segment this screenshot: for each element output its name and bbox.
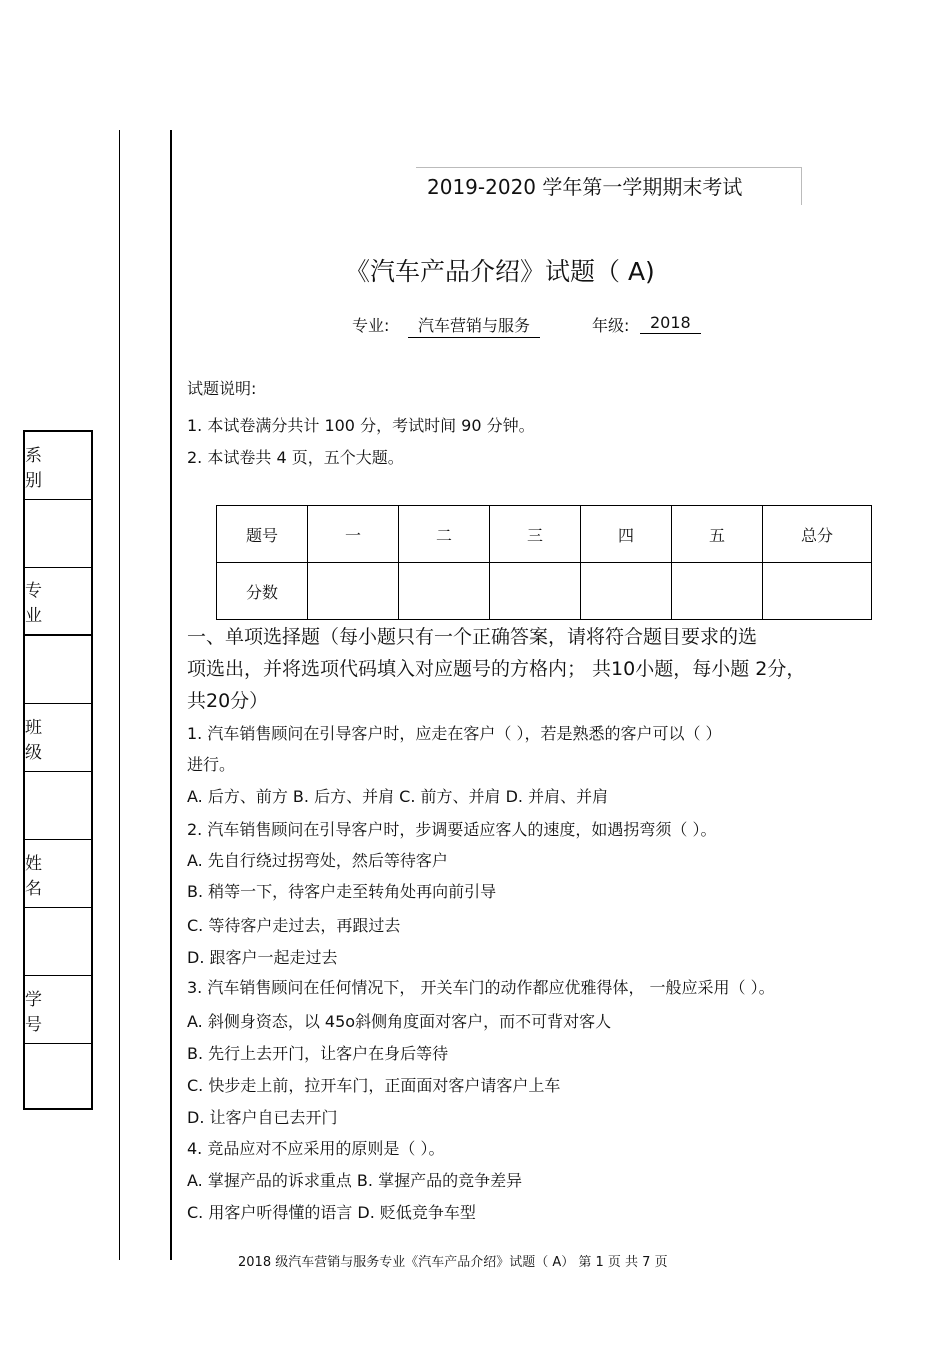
score-header-cell: 一 (308, 506, 399, 563)
exam-title: 2019-2020 学年第一学期期末考试 (427, 175, 743, 199)
section-1-heading-line-3: 共20分） (187, 690, 269, 712)
major-value: 汽车营销与服务 (408, 313, 540, 338)
side-field-class[interactable] (25, 772, 91, 840)
score-cell[interactable] (763, 563, 872, 620)
score-cell[interactable] (399, 563, 490, 620)
option-line: A. 斜侧身资态，以 45o斜侧角度面对客户，而不可背对客人 (187, 1012, 612, 1031)
option-line: B. 稍等一下，待客户走至转角处再向前引导 (187, 882, 497, 901)
side-label-class: 班 级 (25, 704, 91, 772)
section-1-heading-line-2: 项选出，并将选项代码填入对应题号的方格内； 共10小题，每小题 2分， (187, 658, 806, 680)
score-table-header-row (217, 506, 872, 563)
side-field-department[interactable] (25, 500, 91, 568)
option-line: D. 跟客户一起走过去 (187, 948, 338, 967)
score-header-cell: 三 (490, 506, 581, 563)
grade-label: 年级: (592, 316, 630, 335)
score-cell[interactable] (672, 563, 763, 620)
option-line: C. 用客户听得懂的语言 D. 贬低竞争车型 (187, 1203, 476, 1222)
option-line: A. 先自行绕过拐弯处，然后等待客户 (187, 851, 448, 870)
score-header-cell: 五 (672, 506, 763, 563)
binding-line-left (119, 130, 120, 1260)
binding-line-right (170, 130, 172, 1260)
student-info-box (23, 430, 93, 1110)
score-table (216, 505, 872, 620)
side-field-name[interactable] (25, 908, 91, 976)
question-line: 1. 汽车销售顾问在引导客户时，应走在客户（ ），若是熟悉的客户可以（ ） (187, 724, 722, 743)
option-line: D. 让客户自已去开门 (187, 1108, 338, 1127)
option-line: A. 掌握产品的诉求重点 B. 掌握产品的竞争差异 (187, 1171, 523, 1190)
side-label-student-id: 学 号 (25, 976, 91, 1044)
score-cell[interactable] (308, 563, 399, 620)
score-header-cell: 题号 (217, 506, 308, 563)
instructions-line-1: 1. 本试卷满分共计 100 分，考试时间 90 分钟。 (187, 416, 535, 435)
option-line: C. 等待客户走过去，再跟过去 (187, 916, 401, 935)
page-footer: 2018 级汽车营销与服务专业《汽车产品介绍》试题（ A） 第 1 页 共 7 页 (238, 1255, 668, 1270)
side-field-major[interactable] (25, 636, 91, 704)
score-header-cell: 总分 (763, 506, 872, 563)
instructions-heading: 试题说明: (187, 379, 257, 398)
major-label: 专业: (352, 316, 390, 335)
question-line: 3. 汽车销售顾问在任何情况下， 开关车门的动作都应优雅得体， 一般应采用（ ）。 (187, 978, 775, 997)
question-line: 2. 汽车销售顾问在引导客户时，步调要适应客人的速度，如遇拐弯须（ ）。 (187, 820, 717, 839)
question-line: 4. 竞品应对不应采用的原则是（ ）。 (187, 1139, 445, 1158)
side-field-student-id[interactable] (25, 1044, 91, 1112)
side-label-major: 专 业 (25, 568, 91, 636)
instructions-line-2: 2. 本试卷共 4 页，五个大题。 (187, 448, 404, 467)
section-1-heading-line-1: 一、单项选择题（每小题只有一个正确答案，请将符合题目要求的选 (187, 626, 758, 648)
score-cell[interactable] (581, 563, 672, 620)
score-row-label: 分数 (217, 563, 308, 620)
paper-title: 《汽车产品介绍》试题（ A) (345, 257, 655, 286)
score-table-score-row (217, 563, 872, 620)
side-label-name: 姓 名 (25, 840, 91, 908)
score-header-cell: 四 (581, 506, 672, 563)
option-line: C. 快步走上前，拉开车门，正面面对客户请客户上车 (187, 1076, 561, 1095)
question-line: 进行。 (187, 755, 236, 774)
score-header-cell: 二 (399, 506, 490, 563)
grade-value: 2018 (640, 313, 701, 334)
side-label-department: 系 别 (25, 432, 91, 500)
option-line: B. 先行上去开门，让客户在身后等待 (187, 1044, 449, 1063)
option-line: A. 后方、前方 B. 后方、并肩 C. 前方、并肩 D. 并肩、并肩 (187, 787, 609, 806)
score-cell[interactable] (490, 563, 581, 620)
